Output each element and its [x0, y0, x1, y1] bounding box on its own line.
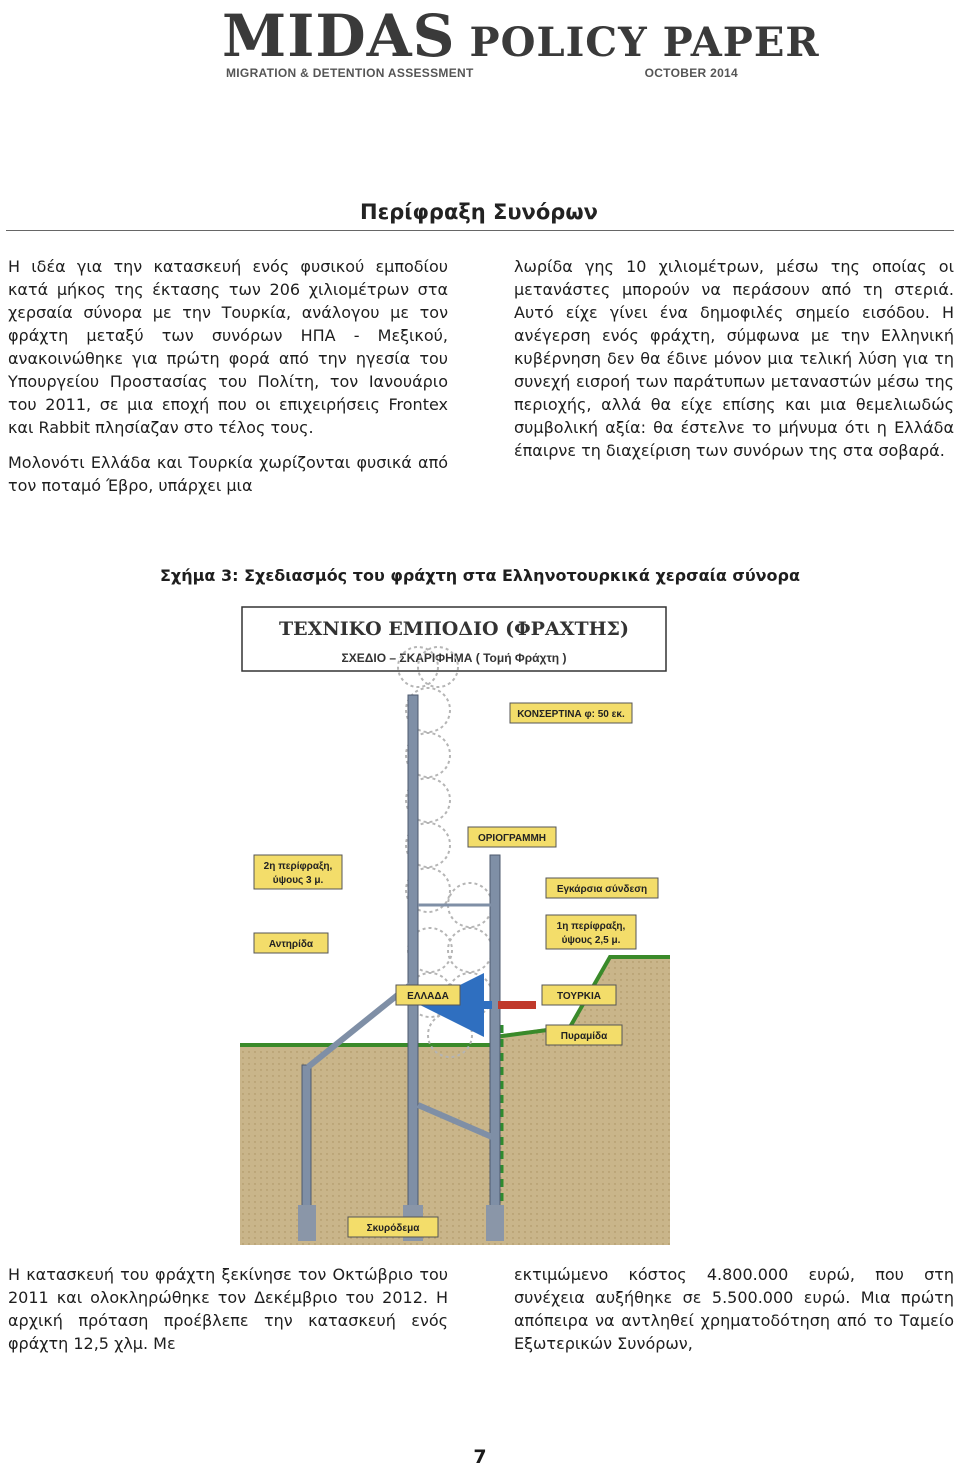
first-fence-label-line2: ύψους 2,5 μ. — [561, 935, 621, 946]
paragraph: εκτιμώμενο κόστος 4.800.000 ευρώ, που στη συνέχεια αυξήθηκε σε 5.500.000 ευρώ. Μια πρώτη απόπειρα να αντληθεί χρηματοδότηση από το Ταμείο Εξωτερικών Συνόρων, — [514, 1265, 954, 1353]
right-column-bottom — [514, 1263, 954, 1367]
concertina-label: ΚΟΝΣΕΡΤΙΝΑ φ: 50 εκ. — [517, 709, 625, 720]
midas-logo — [222, 2, 820, 70]
masthead — [222, 0, 820, 90]
second-fence-label-line2: ύψους 3 μ. — [272, 875, 324, 886]
masthead-date: OCTOBER 2014 — [644, 66, 738, 80]
fence-diagram — [240, 605, 670, 1245]
logo-secondary-text: POLICY PAPER — [469, 19, 820, 66]
second-fence-label-line1: 2η περίφραξη, — [263, 861, 333, 872]
diagram-title: ΤΕΧΝΙΚΟ ΕΜΠΟΔΙΟ (ΦΡΑΧΤΗΣ) — [279, 618, 629, 640]
borderline-label: ΟΡΙΟΓΡΑΜΜΗ — [477, 833, 547, 844]
strut-label: Αντηρίδα — [268, 939, 314, 950]
concrete-footing-3 — [486, 1205, 504, 1241]
pyramid-label: Πυραμίδα — [560, 1031, 608, 1042]
paragraph: λωρίδα γης 10 χιλιομέτρων, μέσω της οποίας οι μετανάστες μπορούν να περάσουν από τη στεριά. Αυτό είχε γίνει ένα δημοφιλές σημείο εισόδου. Η ανέγερση ενός φράχτη, σύμφωνα με την Ελληνική κυβέρνηση δεν θα έδινε μόνον μια τελική λύση για τη συνεχή εισροή των παράτυπων μεταναστών μέσω της περιοχής, αλλά θα είχε επίσης και μια θεμελιωδώς συμβολική αξία: θα έστελνε το μήνυμα ότι η Ελλάδα έπαιρνε τη διαχείριση των συνόρων της στα σοβαρά. — [514, 257, 954, 460]
first-fence-label-line1: 1η περίφραξη, — [556, 921, 626, 932]
paragraph: Η κατασκευή του φράχτη ξεκίνησε τον Οκτώβριο του 2011 και ολοκληρώθηκε τον Δεκέμβριο του 2012. Η αρχική πρόταση προέβλεπε την κατασκευή ενός φράχτη 12,5 χλμ. Με — [8, 1265, 448, 1353]
logo-main-text: MIDAS — [222, 2, 456, 70]
paragraph: Η ιδέα για την κατασκευή ενός φυσικού εμποδίου κατά μήκος της έκτασης των 206 χιλιομέτρων στα χερσαία σύνορα με την Τουρκία, ανάλογου με τον φράχτη μεταξύ των συνόρων ΗΠΑ - Μεξικού, ανακοινώθηκε για πρώτη φορά από την ηγεσία του Υπουργείου Προστασίας του Πολίτη, τον Ιανουάριο του 2011, σε μια εποχή που οι επιχειρήσεις Frontex και Rabbit πλησίαζαν στο τέλος τους. — [8, 257, 448, 437]
masthead-subtitle: MIGRATION & DETENTION ASSESSMENT — [226, 66, 474, 80]
greece-label: ΕΛΛΑΔΑ — [407, 991, 449, 1002]
cross-link-label: Εγκάρσια σύνδεση — [556, 884, 648, 895]
paragraph: Μολονότι Ελλάδα και Τουρκία χωρίζονται φυσικά από τον ποταμό Έβρο, υπάρχει μια — [8, 453, 448, 495]
page-number: 7 — [473, 1446, 487, 1468]
left-column-top — [8, 255, 448, 509]
concrete-footing-1 — [298, 1205, 316, 1241]
section-title: Περίφραξη Συνόρων — [360, 200, 598, 224]
left-column-bottom — [8, 1263, 448, 1367]
right-column-top — [514, 255, 954, 474]
first-fence-post — [490, 855, 500, 1235]
figure-caption: Σχήμα 3: Σχεδιασμός του φράχτη στα Ελληνοτουρκικά χερσαία σύνορα — [160, 566, 800, 585]
concrete-label: Σκυρόδεμα — [366, 1223, 420, 1234]
second-fence-post — [408, 695, 418, 1235]
diagram-subtitle: ΣΧΕΔΙΟ – ΣΚΑΡΙΦΗΜΑ ( Τομή Φράχτη ) — [341, 651, 567, 665]
turkey-label: ΤΟΥΡΚΙΑ — [557, 991, 601, 1002]
section-divider — [6, 230, 954, 231]
